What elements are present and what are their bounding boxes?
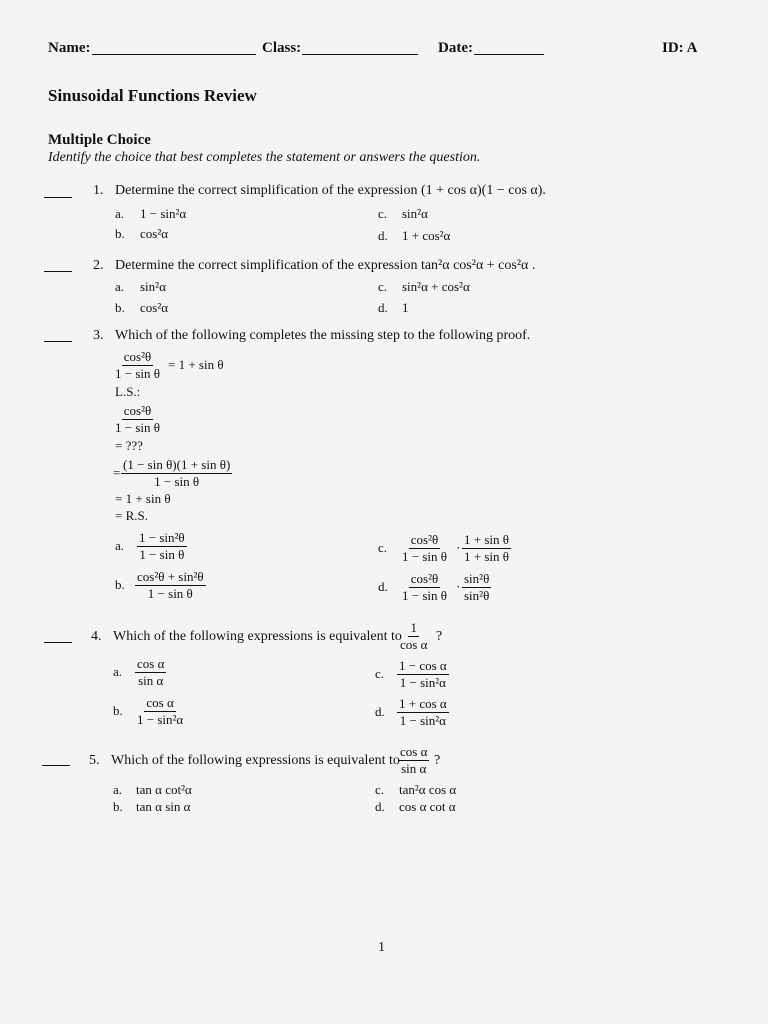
proof-equals: = <box>113 465 121 480</box>
fraction-denominator: 1 − sin θ <box>154 474 200 489</box>
choice-a[interactable]: 1 − sin²α <box>140 206 187 221</box>
choice-d-fraction-2[interactable] <box>462 571 491 604</box>
choice-c-fraction-2[interactable] <box>462 532 511 565</box>
choice-c-fraction-1[interactable] <box>400 532 449 565</box>
choice-letter: a. <box>115 206 125 221</box>
choice-c[interactable]: sin²α + cos²α <box>402 279 470 294</box>
page-number: 1 <box>378 940 385 955</box>
choice-b[interactable] <box>135 569 206 602</box>
page-title: Sinusoidal Functions Review <box>48 86 257 105</box>
fraction-denominator: cos α <box>400 637 428 652</box>
proof-missing-step: = ??? <box>115 438 143 453</box>
fraction-denominator: 1 − sin²α <box>399 713 446 728</box>
question-number: 4. <box>91 629 102 644</box>
choice-a[interactable] <box>137 530 187 563</box>
question-text: Determine the correct simplification of the expression tan²α cos²α + cos²α . <box>115 258 536 273</box>
question-number: 1. <box>93 183 104 198</box>
fraction-denominator: 1 − sin θ <box>139 547 185 562</box>
choice-letter: b. <box>115 577 125 592</box>
fraction-numerator: cos²θ + sin²θ <box>137 569 204 584</box>
choice-b[interactable] <box>135 695 185 728</box>
question-expression-fraction <box>398 620 429 653</box>
answer-blank-4[interactable] <box>44 642 72 643</box>
question-number: 3. <box>93 328 104 343</box>
answer-blank-2[interactable] <box>44 271 72 272</box>
id-label: ID: A <box>662 40 698 56</box>
choice-letter: a. <box>113 782 123 797</box>
fraction-numerator: cos²θ <box>123 403 152 418</box>
choice-letter: c. <box>375 782 385 797</box>
choice-letter: c. <box>378 279 388 294</box>
fraction-numerator: 1 − sin²θ <box>139 530 185 545</box>
proof-rs: = R.S. <box>115 508 148 523</box>
choice-letter: d. <box>378 228 388 243</box>
choice-letter: d. <box>375 704 385 719</box>
choice-d[interactable]: 1 <box>402 300 409 315</box>
section-heading: Multiple Choice <box>48 132 151 148</box>
proof-step-fraction <box>113 403 162 436</box>
choice-d[interactable] <box>397 696 449 729</box>
choice-letter: d. <box>375 799 385 814</box>
fraction-numerator: cos α <box>400 744 428 759</box>
fraction-numerator: cos²θ <box>410 571 439 586</box>
choice-b[interactable]: cos²α <box>140 226 169 241</box>
choice-d[interactable]: cos α cot α <box>399 799 456 814</box>
date-blank[interactable] <box>474 42 544 55</box>
question-text: Determine the correct simplification of the expression (1 + cos α)(1 − cos α). <box>115 183 546 198</box>
question-mark: ? <box>434 753 441 768</box>
choice-letter: b. <box>113 799 123 814</box>
fraction-denominator: 1 − sin θ <box>147 586 193 601</box>
choice-letter: a. <box>115 279 125 294</box>
choice-letter: c. <box>378 540 388 555</box>
fraction-numerator: 1 <box>410 620 417 635</box>
choice-a[interactable]: sin²α <box>140 279 166 294</box>
fraction-numerator: cos α <box>146 695 174 710</box>
question-expression-fraction <box>398 744 429 777</box>
choice-letter: a. <box>113 664 123 679</box>
choice-a[interactable] <box>135 656 166 689</box>
multiply-dot: · <box>456 579 461 594</box>
fraction-numerator: 1 − cos α <box>399 658 447 673</box>
choice-letter: a. <box>115 538 125 553</box>
fraction-denominator: 1 − sin θ <box>402 549 447 564</box>
question-text: Which of the following expressions is equivalent to <box>113 629 402 644</box>
choice-b[interactable]: cos²α <box>140 300 169 315</box>
fraction-numerator: sin²θ <box>464 571 490 586</box>
choice-letter: c. <box>375 666 385 681</box>
question-mark: ? <box>436 629 443 644</box>
fraction-numerator: 1 + sin θ <box>464 532 509 547</box>
choice-letter: d. <box>378 579 388 594</box>
fraction-numerator: cos α <box>137 656 165 671</box>
date-label: Date: <box>438 40 473 56</box>
fraction-denominator: 1 − sin²α <box>137 712 184 727</box>
choice-letter: b. <box>113 703 123 718</box>
fraction-numerator: 1 + cos α <box>399 696 447 711</box>
answer-blank-5[interactable] <box>42 765 70 766</box>
multiply-dot: · <box>456 540 461 555</box>
fraction-numerator: (1 − sin θ)(1 + sin θ) <box>123 457 231 472</box>
fraction-denominator: 1 − sin θ <box>115 420 160 435</box>
choice-d[interactable]: 1 + cos²α <box>402 228 451 243</box>
choice-letter: c. <box>378 206 388 221</box>
fraction-numerator: cos²θ <box>410 532 439 547</box>
fraction-numerator: cos²θ <box>123 349 152 364</box>
fraction-denominator: 1 − sin θ <box>115 366 160 381</box>
class-label: Class: <box>262 40 302 56</box>
answer-blank-3[interactable] <box>44 341 72 342</box>
proof-ls-label: L.S.: <box>115 384 141 399</box>
question-number: 5. <box>89 753 100 768</box>
proof-factored-fraction <box>121 457 232 490</box>
choice-c[interactable] <box>397 658 449 691</box>
proof-identity-rhs: = 1 + sin θ <box>168 357 224 372</box>
name-blank[interactable] <box>92 42 256 55</box>
class-blank[interactable] <box>302 42 418 55</box>
fraction-denominator: sin²θ <box>464 588 490 603</box>
answer-blank-1[interactable] <box>44 197 72 198</box>
name-label: Name: <box>48 40 91 56</box>
section-instructions: Identify the choice that best completes the statement or answers the question. <box>48 150 481 165</box>
fraction-denominator: 1 − sin θ <box>402 588 447 603</box>
choice-c[interactable]: sin²α <box>402 206 428 221</box>
fraction-denominator: sin α <box>138 673 164 688</box>
choice-a[interactable]: tan α cot²α <box>136 782 192 797</box>
question-number: 2. <box>93 258 104 273</box>
choice-d-fraction-1[interactable] <box>400 571 449 604</box>
choice-b[interactable]: tan α sin α <box>136 799 191 814</box>
choice-c[interactable]: tan²α cos α <box>399 782 457 797</box>
fraction-denominator: 1 + sin θ <box>464 549 509 564</box>
choice-letter: d. <box>378 300 388 315</box>
choice-letter: b. <box>115 300 125 315</box>
fraction-denominator: 1 − sin²α <box>399 675 446 690</box>
question-text: Which of the following expressions is equivalent to <box>111 753 400 768</box>
proof-step: = 1 + sin θ <box>115 491 171 506</box>
fraction-denominator: sin α <box>401 761 427 776</box>
question-text: Which of the following completes the missing step to the following proof. <box>115 328 531 343</box>
proof-identity-fraction <box>113 349 162 382</box>
choice-letter: b. <box>115 226 125 241</box>
